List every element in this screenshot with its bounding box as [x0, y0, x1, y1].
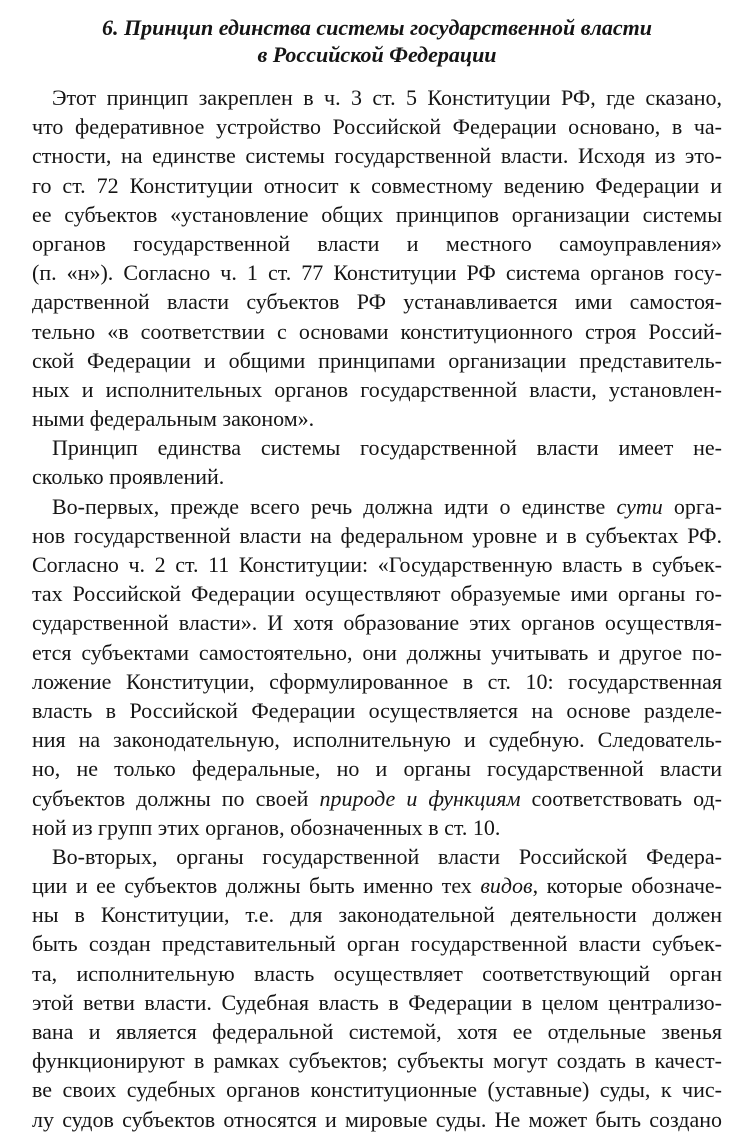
text-line: что федеративное устройство Российской Федерации основано, в ча- — [32, 114, 722, 140]
section-heading — [32, 14, 722, 68]
text-line: ными федеральным законом». — [32, 406, 315, 432]
text-line: ется субъектами самостоятельно, они должны учитывать и другое по- — [32, 639, 722, 665]
text-line: (п. «н»). Согласно ч. 1 ст. 77 Конституции РФ система органов госу- — [32, 260, 722, 286]
text-line: нов государственной власти на федеральном уровне и в субъектах РФ. — [32, 522, 722, 548]
text-line: функционируют в рамках субъектов; субъекты могут создать в качест- — [32, 1048, 722, 1074]
text-line: Во-вторых, органы государственной власти Российской Федера- — [52, 843, 722, 869]
text-line: быть создан представительный орган государственной власти субъек- — [32, 931, 722, 957]
text-line: ской Федерации и общими принципами организации представитель- — [32, 347, 722, 373]
text-line: этой ветви власти. Судебная власть в Федерации в целом централизо- — [32, 989, 722, 1015]
text-line: власть в Российской Федерации осуществляется на основе разделе- — [32, 697, 722, 723]
text-line: дарственной власти субъектов РФ устанавливается ими самостоя- — [32, 289, 722, 315]
paragraph — [32, 83, 722, 433]
emphasis-text: сути — [616, 493, 663, 519]
paragraph — [32, 433, 722, 491]
text-line: стности, на единстве системы государственной власти. Исходя из это- — [32, 143, 722, 169]
text-line: Во-первых, прежде всего речь должна идти о единстве сути орга- — [52, 493, 722, 519]
document-page — [32, 14, 722, 1134]
text-line: тельно «в соответствии с основами конституционного строя Россий- — [32, 318, 722, 344]
text-line: сударственной власти». И хотя образование этих органов осуществля- — [32, 610, 722, 636]
text-line: го ст. 72 Конституции относит к совместному ведению Федерации и — [32, 172, 722, 198]
text-line: Этот принцип закреплен в ч. 3 ст. 5 Конституции РФ, где сказано, — [52, 85, 722, 110]
paragraph — [32, 842, 722, 1134]
text-line: та, исполнительную власть осуществляет соответствующий орган — [32, 960, 722, 986]
emphasis-text: природе и функциям — [319, 785, 521, 811]
text-line: Согласно ч. 2 ст. 11 Конституции: «Государственную власть в субъек- — [32, 552, 722, 577]
paragraph — [32, 492, 722, 842]
text-line: ции и ее субъектов должны быть именно тех видов, которые обозначе- — [32, 873, 722, 899]
text-line: но, не только федеральные, но и органы государственной власти — [32, 756, 722, 782]
heading-line: в Российской Федерации — [257, 42, 497, 67]
emphasis-text: видов — [480, 873, 533, 899]
text-line: сколько проявлений. — [32, 464, 225, 490]
text-line: ния на законодательную, исполнительную и судебную. Следователь- — [32, 727, 722, 753]
text-line: вана и является федеральной системой, хотя ее отдельные звенья — [32, 1019, 722, 1044]
text-line: ее субъектов «установление общих принципов организации системы — [32, 201, 722, 227]
text-line: ны в Конституции, т.е. для законодательной деятельности должен — [32, 902, 722, 928]
text-line: субъектов должны по своей природе и функциям соответствовать од- — [32, 785, 722, 811]
text-line: органов государственной власти и местного самоуправления» — [32, 230, 722, 256]
text-line: ве своих судебных органов конституционные (уставные) суды, к чис- — [32, 1077, 722, 1103]
text-line: ных и исполнительных органов государственной власти, установлен- — [32, 376, 722, 402]
text-line: ной из групп этих органов, обозначенных в ст. 10. — [32, 814, 501, 840]
text-line: ложение Конституции, сформулированное в ст. 10: государственная — [32, 668, 722, 694]
text-line: тах Российской Федерации осуществляют образуемые ими органы го- — [32, 581, 722, 607]
heading-line: 6. Принцип единства системы государственной власти — [102, 15, 652, 40]
text-line: Принцип единства системы государственной власти имеет не- — [52, 435, 722, 461]
text-line: лу судов субъектов относятся и мировые суды. Не может быть создано — [32, 1106, 722, 1132]
